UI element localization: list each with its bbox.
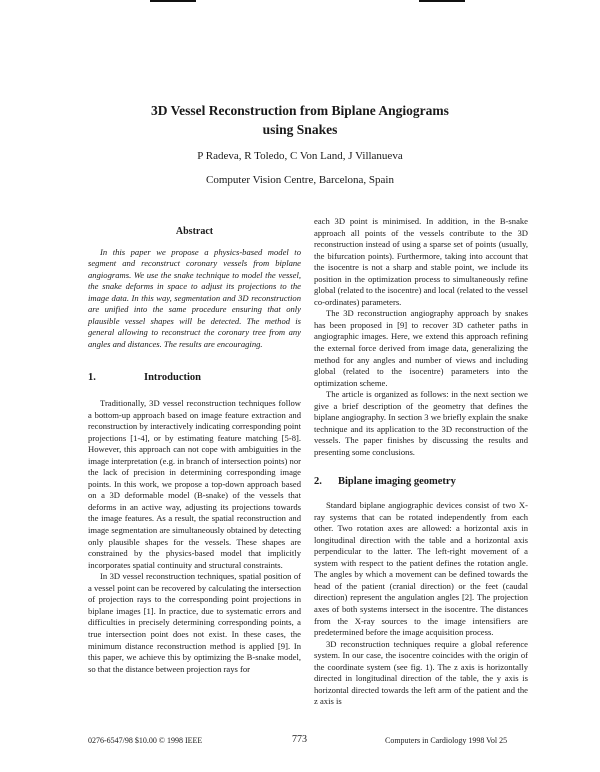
title-line-2: using Snakes <box>262 122 338 137</box>
top-rule-right <box>419 0 465 2</box>
section-2-number: 2. <box>314 476 322 488</box>
top-rule-left <box>150 0 196 2</box>
section-1-number: 1. <box>88 372 96 384</box>
intro-paragraph-1: Traditionally, 3D vessel reconstruction techniques follow a bottom-up approach based on image feature extraction and reconstruction by interactively indicating corresponding point projections [1-4], or by estimating feature matching [5-8]. However, this approach can not cope with ambiguities in the image interpretation (e.g. in branch of intersection points) nor the lack of precision in determining corresponding image points. In this work, we propose a top-down approach based on a 3D deformable model (B-snake) of the vessels that deforms in an active way, adjusting its projections towards the image features. As a result, the spatial reconstruction and image segmentation are simultaneously obtained by detecting only plausible shapes for the vessels. These shapes are constrained by the physics-based model that implicitly incorporates spatial continuity and structural constraints. <box>88 398 301 570</box>
col2-paragraph-1: each 3D point is minimised. In addition, in the B-snake approach all points of the vessels contribute to the 3D reconstruction instead of using a sparse set of points (usually, the bifurcation points). Furthermore, taking into account that the isocentre is not a sharp and stable point, we include its position in the optimization process to simultaneously refine global (related to the isocentre) and local (related to the vessel co-ordinates) parameters. <box>314 216 528 307</box>
intro-paragraph-2: In 3D vessel reconstruction techniques, spatial position of a vessel point can be recovered by calculating the intersection of projection rays to the corresponding point projections in biplane images [1]. In practice, due to systematic errors and difficulties in precisely determining corresponding points, a true intersection point does not exist. In these cases, the minimum distance reconstruction method is applied [9]. In this paper, we achieve this by optimizing the B-snake model, so that the distance between projection rays for <box>88 571 301 674</box>
left-column <box>88 216 301 675</box>
col2-paragraph-2: The 3D reconstruction angiography approach by snakes has been proposed in [9] to recover 3D catheter paths in angiographic images. Here, we extend this approach refining the external force derived from image data, generalizing the method for any angles and number of views and including global (related to the isocentre) parameters into the optimization scheme. <box>314 308 528 388</box>
geometry-paragraph-2: 3D reconstruction techniques require a global reference system. In our case, the isocentre coincides with the origin of the coordinate system (see fig. 1). The z axis is horizontally directed in longitudinal direction of the table, the y axis is horizontal directed towards the left arm of the patient and the z axis is <box>314 638 528 707</box>
section-2-title: Biplane imaging geometry <box>338 476 456 488</box>
affiliation: Computer Vision Centre, Barcelona, Spain <box>206 174 394 186</box>
title-line-1: 3D Vessel Reconstruction from Biplane Angiograms <box>151 103 449 118</box>
section-1-heading <box>88 372 301 384</box>
paper-title <box>0 101 600 139</box>
footer-page-number: 773 <box>292 734 307 745</box>
section-2-heading <box>314 476 528 488</box>
right-column <box>314 216 528 708</box>
section-1-title: Introduction <box>144 372 201 384</box>
col2-paragraph-3: The article is organized as follows: in the next section we give a brief description of the geometry that defines the biplane angiography. In section 3 we briefly explain the snake technique and its application to the 3D reconstruction of the vessels. The paper finishes by discussing the results and presenting some conclusions. <box>314 389 528 457</box>
footer-journal: Computers in Cardiology 1998 Vol 25 <box>385 736 508 745</box>
abstract-heading: Abstract <box>175 226 214 237</box>
authors: P Radeva, R Toledo, C Von Land, J Villanueva <box>197 150 403 162</box>
footer-issn: 0276-6547/98 $10.00 © 1998 IEEE <box>88 736 203 745</box>
geometry-paragraph-1: Standard biplane angiographic devices consist of two X-ray systems that can be rotated independently from each other. Two rotation axes are allowed: a horizontal axis in longitudinal direction with the table and a horizontal axis perpendicular to the latter. The left-right movement of a system with respect to the patient defines the rotation angle. The angles by which a movement can be defined towards the head of the patient (cranial direction) or the feet (caudal direction) represent the angulation angles [2]. The projection axes of both systems intersect in the isocentre. The distances from the X-ray sources to the image intensifiers are predetermined before the image acquisition process. <box>314 500 528 638</box>
abstract-text: In this paper we propose a physics-based model to segment and reconstruct coronary vessels from biplane angiograms. We use the snake technique to model the vessel, the snake deforms in space to adjust its projections to the image data. In this way, segmentation and 3D reconstruction are unified into the same procedure ensuring that only plausible vessel shapes will be detected. The method is general allowing to reconstruct the coronary tree from any angles and distances. The results are encouraging. <box>88 246 301 349</box>
